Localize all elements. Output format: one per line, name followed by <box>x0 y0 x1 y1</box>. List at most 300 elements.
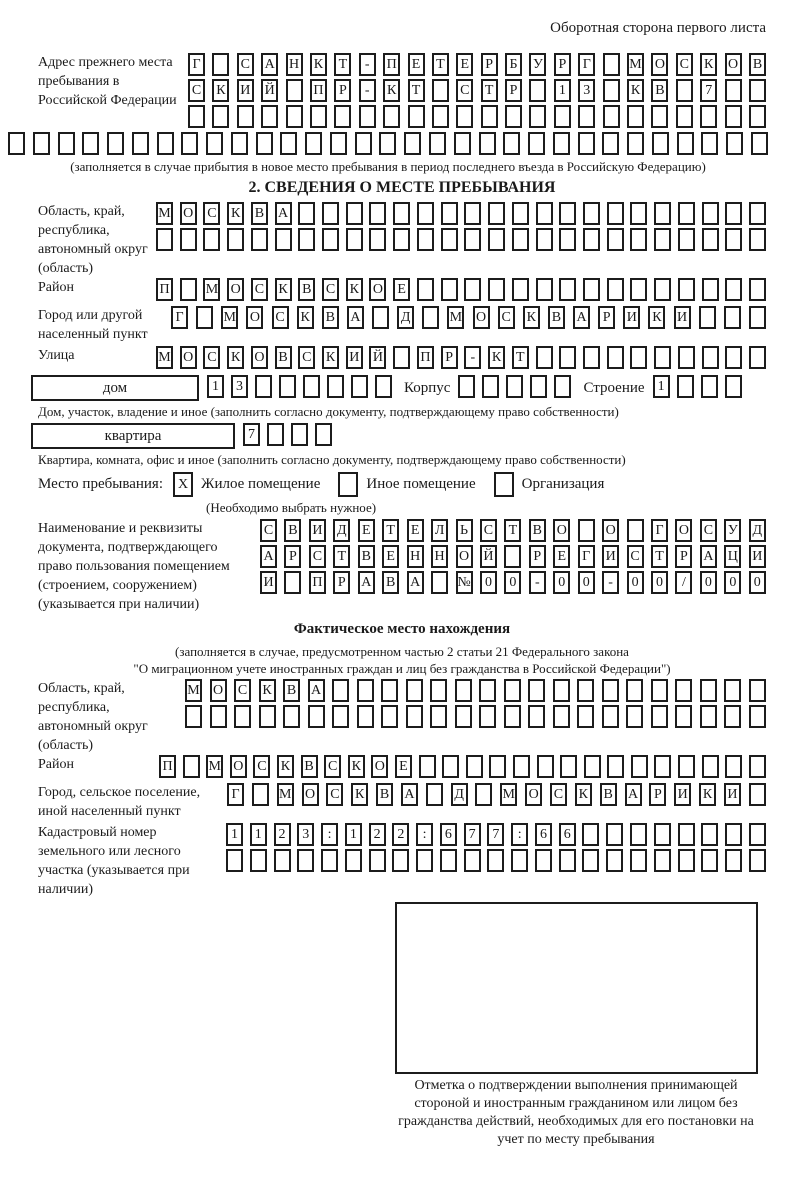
char-cell[interactable]: А <box>275 202 292 225</box>
char-cell[interactable] <box>212 105 229 128</box>
char-cell[interactable]: Т <box>512 346 529 369</box>
char-cell[interactable] <box>749 278 766 301</box>
char-cell[interactable] <box>458 375 475 398</box>
char-cell[interactable]: Р <box>284 545 301 568</box>
char-cell[interactable]: Н <box>431 545 448 568</box>
char-cell[interactable] <box>181 132 198 155</box>
char-cell[interactable]: О <box>227 278 244 301</box>
house-box[interactable]: дом <box>31 375 199 401</box>
char-cell[interactable] <box>183 755 200 778</box>
char-cell[interactable]: Т <box>432 53 449 76</box>
char-cell[interactable] <box>369 228 386 251</box>
char-cell[interactable] <box>375 375 392 398</box>
char-cell[interactable] <box>274 849 291 872</box>
char-cell[interactable]: 6 <box>535 823 552 846</box>
char-cell[interactable]: О <box>456 545 473 568</box>
char-cell[interactable] <box>393 228 410 251</box>
char-cell[interactable]: О <box>725 53 742 76</box>
char-cell[interactable] <box>504 705 521 728</box>
char-cell[interactable] <box>231 132 248 155</box>
char-cell[interactable] <box>749 105 766 128</box>
char-cell[interactable]: 0 <box>504 571 521 594</box>
char-cell[interactable] <box>554 375 571 398</box>
char-cell[interactable]: Е <box>408 53 425 76</box>
char-cell[interactable] <box>630 346 647 369</box>
char-cell[interactable]: 7 <box>487 823 504 846</box>
char-cell[interactable] <box>345 849 362 872</box>
char-cell[interactable]: Е <box>553 545 570 568</box>
char-cell[interactable] <box>627 132 644 155</box>
char-cell[interactable]: Т <box>651 545 668 568</box>
char-cell[interactable]: И <box>260 571 277 594</box>
char-cell[interactable] <box>577 679 594 702</box>
char-cell[interactable] <box>554 105 571 128</box>
char-cell[interactable] <box>513 755 530 778</box>
char-cell[interactable]: 2 <box>274 823 291 846</box>
char-cell[interactable]: С <box>324 755 341 778</box>
char-cell[interactable] <box>528 705 545 728</box>
char-cell[interactable] <box>379 132 396 155</box>
char-cell[interactable] <box>654 228 671 251</box>
char-cell[interactable]: Р <box>505 79 522 102</box>
char-cell[interactable]: С <box>322 278 339 301</box>
char-cell[interactable] <box>441 228 458 251</box>
char-cell[interactable] <box>321 849 338 872</box>
char-cell[interactable] <box>417 278 434 301</box>
char-cell[interactable] <box>654 849 671 872</box>
char-cell[interactable] <box>381 705 398 728</box>
char-cell[interactable] <box>529 105 546 128</box>
char-cell[interactable] <box>749 679 766 702</box>
char-cell[interactable] <box>259 705 276 728</box>
char-cell[interactable] <box>226 849 243 872</box>
char-cell[interactable] <box>488 202 505 225</box>
char-cell[interactable] <box>464 202 481 225</box>
char-cell[interactable] <box>677 375 694 398</box>
char-cell[interactable] <box>631 755 648 778</box>
char-cell[interactable] <box>441 278 458 301</box>
char-cell[interactable]: - <box>529 571 546 594</box>
char-cell[interactable] <box>481 105 498 128</box>
char-cell[interactable] <box>442 755 459 778</box>
char-cell[interactable] <box>466 755 483 778</box>
char-cell[interactable] <box>315 423 332 446</box>
char-cell[interactable]: Е <box>382 545 399 568</box>
char-cell[interactable]: Е <box>456 53 473 76</box>
char-cell[interactable] <box>553 132 570 155</box>
char-cell[interactable] <box>417 202 434 225</box>
char-cell[interactable]: 0 <box>553 571 570 594</box>
char-cell[interactable] <box>583 278 600 301</box>
residential-checkbox[interactable]: X <box>173 472 193 497</box>
char-cell[interactable] <box>156 228 173 251</box>
char-cell[interactable] <box>584 755 601 778</box>
char-cell[interactable] <box>297 849 314 872</box>
char-cell[interactable] <box>406 705 423 728</box>
char-cell[interactable] <box>237 105 254 128</box>
char-cell[interactable]: К <box>523 306 540 329</box>
char-cell[interactable]: С <box>251 278 268 301</box>
char-cell[interactable]: М <box>500 783 517 806</box>
char-cell[interactable] <box>369 202 386 225</box>
char-cell[interactable] <box>188 105 205 128</box>
char-cell[interactable] <box>583 228 600 251</box>
char-cell[interactable] <box>255 375 272 398</box>
char-cell[interactable] <box>725 228 742 251</box>
char-cell[interactable]: Г <box>651 519 668 542</box>
char-cell[interactable]: И <box>724 783 741 806</box>
char-cell[interactable] <box>256 132 273 155</box>
char-cell[interactable]: С <box>700 519 717 542</box>
char-cell[interactable]: В <box>322 306 339 329</box>
char-cell[interactable] <box>455 679 472 702</box>
char-cell[interactable] <box>464 849 481 872</box>
char-cell[interactable]: О <box>180 346 197 369</box>
char-cell[interactable] <box>416 849 433 872</box>
other-premises-checkbox[interactable] <box>338 472 358 497</box>
char-cell[interactable]: : <box>321 823 338 846</box>
char-cell[interactable] <box>479 679 496 702</box>
char-cell[interactable]: А <box>261 53 278 76</box>
char-cell[interactable] <box>529 79 546 102</box>
char-cell[interactable]: Й <box>261 79 278 102</box>
char-cell[interactable]: Т <box>504 519 521 542</box>
char-cell[interactable] <box>180 228 197 251</box>
char-cell[interactable] <box>582 849 599 872</box>
char-cell[interactable] <box>607 346 624 369</box>
char-cell[interactable]: С <box>550 783 567 806</box>
char-cell[interactable] <box>699 306 716 329</box>
char-cell[interactable] <box>406 679 423 702</box>
char-cell[interactable]: - <box>359 53 376 76</box>
char-cell[interactable] <box>261 105 278 128</box>
char-cell[interactable] <box>505 105 522 128</box>
char-cell[interactable] <box>503 132 520 155</box>
char-cell[interactable] <box>749 783 766 806</box>
char-cell[interactable] <box>251 228 268 251</box>
char-cell[interactable] <box>725 346 742 369</box>
char-cell[interactable] <box>602 705 619 728</box>
char-cell[interactable]: С <box>309 545 326 568</box>
char-cell[interactable]: К <box>575 783 592 806</box>
char-cell[interactable] <box>701 823 718 846</box>
char-cell[interactable]: Б <box>505 53 522 76</box>
char-cell[interactable] <box>464 278 481 301</box>
char-cell[interactable] <box>212 53 229 76</box>
char-cell[interactable] <box>511 849 528 872</box>
char-cell[interactable]: П <box>310 79 327 102</box>
char-cell[interactable] <box>330 132 347 155</box>
char-cell[interactable] <box>512 202 529 225</box>
char-cell[interactable] <box>234 705 251 728</box>
char-cell[interactable] <box>724 679 741 702</box>
char-cell[interactable] <box>654 755 671 778</box>
char-cell[interactable]: К <box>488 346 505 369</box>
char-cell[interactable]: В <box>529 519 546 542</box>
char-cell[interactable] <box>322 202 339 225</box>
char-cell[interactable]: К <box>627 79 644 102</box>
char-cell[interactable]: С <box>498 306 515 329</box>
char-cell[interactable] <box>332 679 349 702</box>
char-cell[interactable]: И <box>309 519 326 542</box>
char-cell[interactable] <box>702 755 719 778</box>
char-cell[interactable]: : <box>511 823 528 846</box>
char-cell[interactable]: М <box>221 306 238 329</box>
char-cell[interactable] <box>607 278 624 301</box>
char-cell[interactable] <box>429 132 446 155</box>
char-cell[interactable] <box>724 306 741 329</box>
char-cell[interactable] <box>351 375 368 398</box>
char-cell[interactable]: С <box>188 79 205 102</box>
char-cell[interactable] <box>701 375 718 398</box>
char-cell[interactable]: А <box>401 783 418 806</box>
char-cell[interactable]: Г <box>227 783 244 806</box>
char-cell[interactable]: В <box>382 571 399 594</box>
char-cell[interactable] <box>464 228 481 251</box>
char-cell[interactable] <box>422 306 439 329</box>
char-cell[interactable]: О <box>230 755 247 778</box>
char-cell[interactable]: 1 <box>226 823 243 846</box>
char-cell[interactable] <box>553 705 570 728</box>
char-cell[interactable]: В <box>376 783 393 806</box>
char-cell[interactable] <box>393 346 410 369</box>
char-cell[interactable] <box>528 132 545 155</box>
char-cell[interactable] <box>630 278 647 301</box>
char-cell[interactable]: О <box>371 755 388 778</box>
char-cell[interactable]: 1 <box>554 79 571 102</box>
char-cell[interactable] <box>506 375 523 398</box>
char-cell[interactable] <box>602 679 619 702</box>
char-cell[interactable] <box>651 105 668 128</box>
char-cell[interactable] <box>417 228 434 251</box>
char-cell[interactable]: Г <box>578 545 595 568</box>
char-cell[interactable]: С <box>272 306 289 329</box>
char-cell[interactable]: Р <box>333 571 350 594</box>
char-cell[interactable] <box>700 705 717 728</box>
char-cell[interactable]: П <box>417 346 434 369</box>
char-cell[interactable] <box>206 132 223 155</box>
char-cell[interactable]: В <box>284 519 301 542</box>
char-cell[interactable] <box>677 132 694 155</box>
char-cell[interactable]: Р <box>554 53 571 76</box>
char-cell[interactable]: Р <box>529 545 546 568</box>
char-cell[interactable]: 3 <box>297 823 314 846</box>
char-cell[interactable] <box>33 132 50 155</box>
char-cell[interactable]: О <box>473 306 490 329</box>
char-cell[interactable] <box>651 679 668 702</box>
char-cell[interactable]: Д <box>749 519 766 542</box>
char-cell[interactable] <box>479 132 496 155</box>
char-cell[interactable] <box>180 278 197 301</box>
char-cell[interactable]: К <box>275 278 292 301</box>
char-cell[interactable] <box>372 306 389 329</box>
char-cell[interactable]: Г <box>188 53 205 76</box>
char-cell[interactable] <box>291 423 308 446</box>
char-cell[interactable] <box>536 202 553 225</box>
char-cell[interactable]: В <box>251 202 268 225</box>
organization-checkbox[interactable] <box>494 472 514 497</box>
char-cell[interactable] <box>749 755 766 778</box>
char-cell[interactable] <box>726 132 743 155</box>
char-cell[interactable] <box>196 306 213 329</box>
char-cell[interactable]: 7 <box>243 423 260 446</box>
char-cell[interactable] <box>654 346 671 369</box>
char-cell[interactable] <box>725 755 742 778</box>
char-cell[interactable] <box>749 202 766 225</box>
char-cell[interactable] <box>603 79 620 102</box>
char-cell[interactable]: О <box>210 679 227 702</box>
char-cell[interactable] <box>607 202 624 225</box>
char-cell[interactable] <box>392 849 409 872</box>
char-cell[interactable] <box>487 849 504 872</box>
char-cell[interactable] <box>678 823 695 846</box>
char-cell[interactable]: Д <box>397 306 414 329</box>
char-cell[interactable] <box>203 228 220 251</box>
char-cell[interactable] <box>383 105 400 128</box>
char-cell[interactable]: О <box>180 202 197 225</box>
apartment-box[interactable]: квартира <box>31 423 235 449</box>
char-cell[interactable]: К <box>346 278 363 301</box>
char-cell[interactable] <box>512 278 529 301</box>
char-cell[interactable] <box>630 228 647 251</box>
char-cell[interactable] <box>559 202 576 225</box>
char-cell[interactable] <box>456 105 473 128</box>
char-cell[interactable]: С <box>326 783 343 806</box>
char-cell[interactable]: О <box>369 278 386 301</box>
char-cell[interactable]: К <box>699 783 716 806</box>
char-cell[interactable]: П <box>159 755 176 778</box>
char-cell[interactable]: К <box>648 306 665 329</box>
char-cell[interactable] <box>537 755 554 778</box>
char-cell[interactable]: 0 <box>700 571 717 594</box>
char-cell[interactable] <box>357 679 374 702</box>
char-cell[interactable] <box>279 375 296 398</box>
char-cell[interactable]: Д <box>333 519 350 542</box>
char-cell[interactable]: В <box>301 755 318 778</box>
char-cell[interactable] <box>284 571 301 594</box>
char-cell[interactable] <box>393 202 410 225</box>
char-cell[interactable]: Д <box>451 783 468 806</box>
char-cell[interactable] <box>157 132 174 155</box>
char-cell[interactable] <box>749 823 766 846</box>
char-cell[interactable]: В <box>548 306 565 329</box>
char-cell[interactable]: Р <box>481 53 498 76</box>
char-cell[interactable] <box>227 228 244 251</box>
char-cell[interactable]: М <box>156 202 173 225</box>
char-cell[interactable] <box>536 278 553 301</box>
char-cell[interactable] <box>308 705 325 728</box>
char-cell[interactable]: О <box>246 306 263 329</box>
char-cell[interactable]: Р <box>649 783 666 806</box>
char-cell[interactable]: 3 <box>578 79 595 102</box>
char-cell[interactable]: А <box>358 571 375 594</box>
char-cell[interactable] <box>359 105 376 128</box>
char-cell[interactable]: И <box>346 346 363 369</box>
char-cell[interactable]: К <box>351 783 368 806</box>
char-cell[interactable]: 0 <box>651 571 668 594</box>
char-cell[interactable] <box>578 132 595 155</box>
char-cell[interactable] <box>702 228 719 251</box>
char-cell[interactable] <box>725 823 742 846</box>
char-cell[interactable]: У <box>724 519 741 542</box>
char-cell[interactable]: 0 <box>627 571 644 594</box>
char-cell[interactable]: Т <box>382 519 399 542</box>
char-cell[interactable] <box>749 228 766 251</box>
char-cell[interactable] <box>441 202 458 225</box>
char-cell[interactable]: - <box>602 571 619 594</box>
char-cell[interactable] <box>334 105 351 128</box>
char-cell[interactable]: О <box>251 346 268 369</box>
char-cell[interactable] <box>626 679 643 702</box>
char-cell[interactable]: - <box>359 79 376 102</box>
char-cell[interactable]: О <box>675 519 692 542</box>
char-cell[interactable] <box>678 278 695 301</box>
char-cell[interactable]: М <box>203 278 220 301</box>
char-cell[interactable]: И <box>623 306 640 329</box>
char-cell[interactable] <box>298 202 315 225</box>
char-cell[interactable]: К <box>227 346 244 369</box>
char-cell[interactable] <box>678 202 695 225</box>
char-cell[interactable] <box>702 278 719 301</box>
char-cell[interactable]: Т <box>333 545 350 568</box>
char-cell[interactable]: А <box>573 306 590 329</box>
char-cell[interactable] <box>725 79 742 102</box>
char-cell[interactable] <box>432 105 449 128</box>
char-cell[interactable] <box>603 53 620 76</box>
char-cell[interactable]: А <box>308 679 325 702</box>
char-cell[interactable] <box>305 132 322 155</box>
char-cell[interactable] <box>627 105 644 128</box>
char-cell[interactable]: И <box>674 783 691 806</box>
char-cell[interactable]: 6 <box>440 823 457 846</box>
char-cell[interactable] <box>210 705 227 728</box>
char-cell[interactable]: О <box>553 519 570 542</box>
char-cell[interactable]: Л <box>431 519 448 542</box>
char-cell[interactable]: Р <box>334 79 351 102</box>
char-cell[interactable]: О <box>651 53 668 76</box>
char-cell[interactable]: А <box>407 571 424 594</box>
char-cell[interactable]: М <box>277 783 294 806</box>
char-cell[interactable]: Е <box>358 519 375 542</box>
char-cell[interactable] <box>440 849 457 872</box>
char-cell[interactable]: В <box>275 346 292 369</box>
char-cell[interactable] <box>654 202 671 225</box>
char-cell[interactable]: М <box>185 679 202 702</box>
char-cell[interactable] <box>559 849 576 872</box>
char-cell[interactable] <box>607 755 624 778</box>
char-cell[interactable] <box>107 132 124 155</box>
char-cell[interactable]: Е <box>407 519 424 542</box>
char-cell[interactable]: С <box>237 53 254 76</box>
char-cell[interactable] <box>630 202 647 225</box>
char-cell[interactable]: У <box>529 53 546 76</box>
char-cell[interactable] <box>675 705 692 728</box>
char-cell[interactable]: В <box>283 679 300 702</box>
char-cell[interactable] <box>454 132 471 155</box>
char-cell[interactable] <box>488 228 505 251</box>
char-cell[interactable] <box>701 849 718 872</box>
char-cell[interactable]: 1 <box>653 375 670 398</box>
char-cell[interactable] <box>430 679 447 702</box>
char-cell[interactable]: С <box>298 346 315 369</box>
char-cell[interactable]: А <box>347 306 364 329</box>
char-cell[interactable] <box>286 105 303 128</box>
confirmation-stamp-box[interactable] <box>395 902 758 1074</box>
char-cell[interactable] <box>58 132 75 155</box>
char-cell[interactable]: : <box>416 823 433 846</box>
char-cell[interactable] <box>455 705 472 728</box>
char-cell[interactable] <box>749 306 766 329</box>
